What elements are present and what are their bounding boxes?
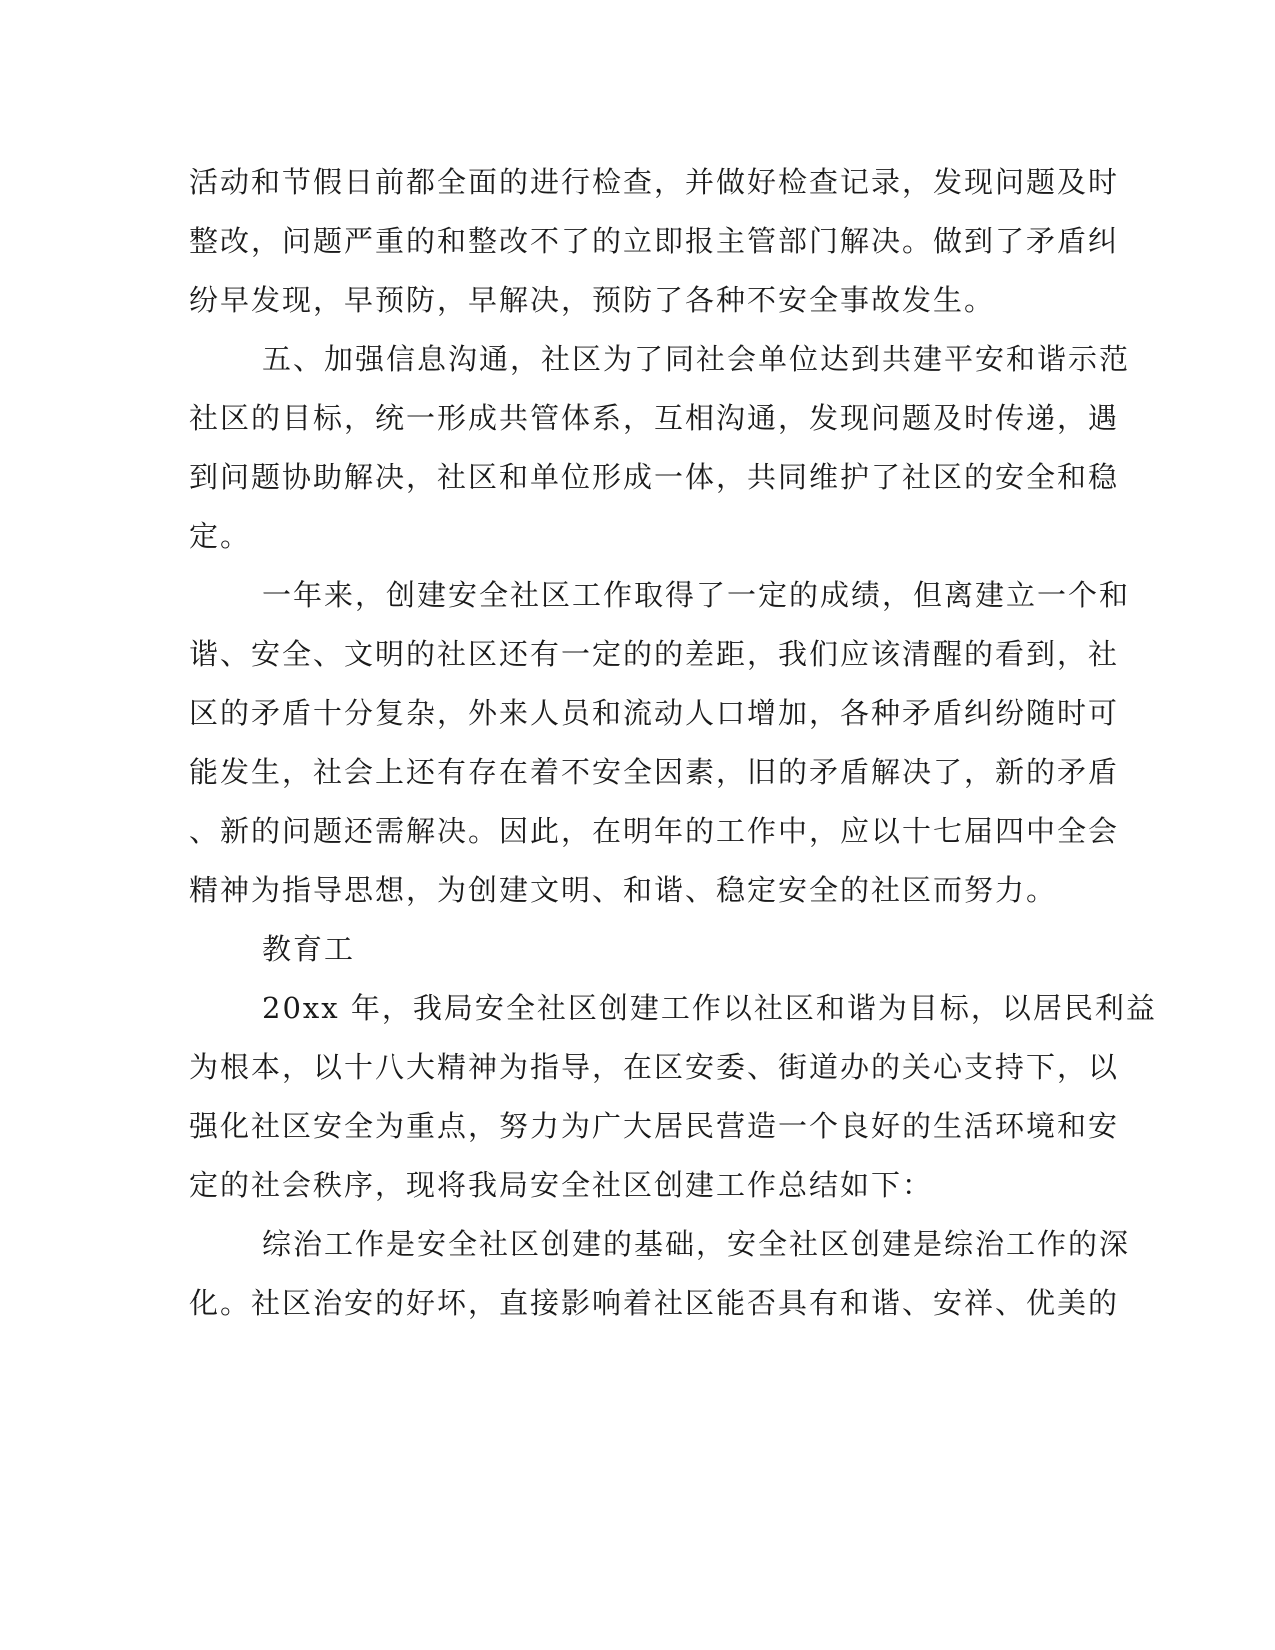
paragraph-first-line: 一年来，创建安全社区工作取得了一定的成绩，但离建立一个和 [262, 578, 1131, 612]
text-line: 、新的问题还需解决。因此，在明年的工作中，应以十七届四中全会 [189, 814, 1120, 848]
text-line: 活动和节假日前都全面的进行检查，并做好检查记录，发现问题及时 [189, 165, 1120, 199]
text-line: 化。社区治安的好坏，直接影响着社区能否具有和谐、安祥、优美的 [189, 1286, 1120, 1320]
text-line: 能发生，社会上还有存在着不安全因素，旧的矛盾解决了，新的矛盾 [189, 755, 1120, 789]
text-line: 到问题协助解决，社区和单位形成一体，共同维护了社区的安全和稳 [189, 460, 1120, 494]
text-line: 为根本，以十八大精神为指导，在区安委、街道办的关心支持下，以 [189, 1050, 1120, 1084]
text-line: 精神为指导思想，为创建文明、和谐、稳定安全的社区而努力。 [189, 873, 1058, 907]
text-line: 社区的目标，统一形成共管体系，互相沟通，发现问题及时传递，遇 [189, 401, 1120, 435]
paragraph-first-line: 20xx 年，我局安全社区创建工作以社区和谐为目标，以居民利益 [262, 991, 1157, 1025]
text-line: 整改，问题严重的和整改不了的立即报主管部门解决。做到了矛盾纠 [189, 224, 1120, 258]
text-line: 强化社区安全为重点，努力为广大居民营造一个良好的生活环境和安 [189, 1109, 1120, 1143]
paragraph-first-line: 五、加强信息沟通，社区为了同社会单位达到共建平安和谐示范 [262, 342, 1131, 376]
text-line: 谐、安全、文明的社区还有一定的的差距，我们应该清醒的看到，社 [189, 637, 1120, 671]
section-heading: 教育工 [262, 932, 356, 966]
text-line: 定。 [189, 519, 252, 553]
text-line: 纷早发现，早预防，早解决，预防了各种不安全事故发生。 [189, 283, 996, 317]
text-line: 区的矛盾十分复杂，外来人员和流动人口增加，各种矛盾纠纷随时可 [189, 696, 1120, 730]
paragraph-first-line: 综治工作是安全社区创建的基础，安全社区创建是综治工作的深 [262, 1227, 1131, 1261]
text-line: 定的社会秩序，现将我局安全社区创建工作总结如下： [189, 1168, 934, 1202]
